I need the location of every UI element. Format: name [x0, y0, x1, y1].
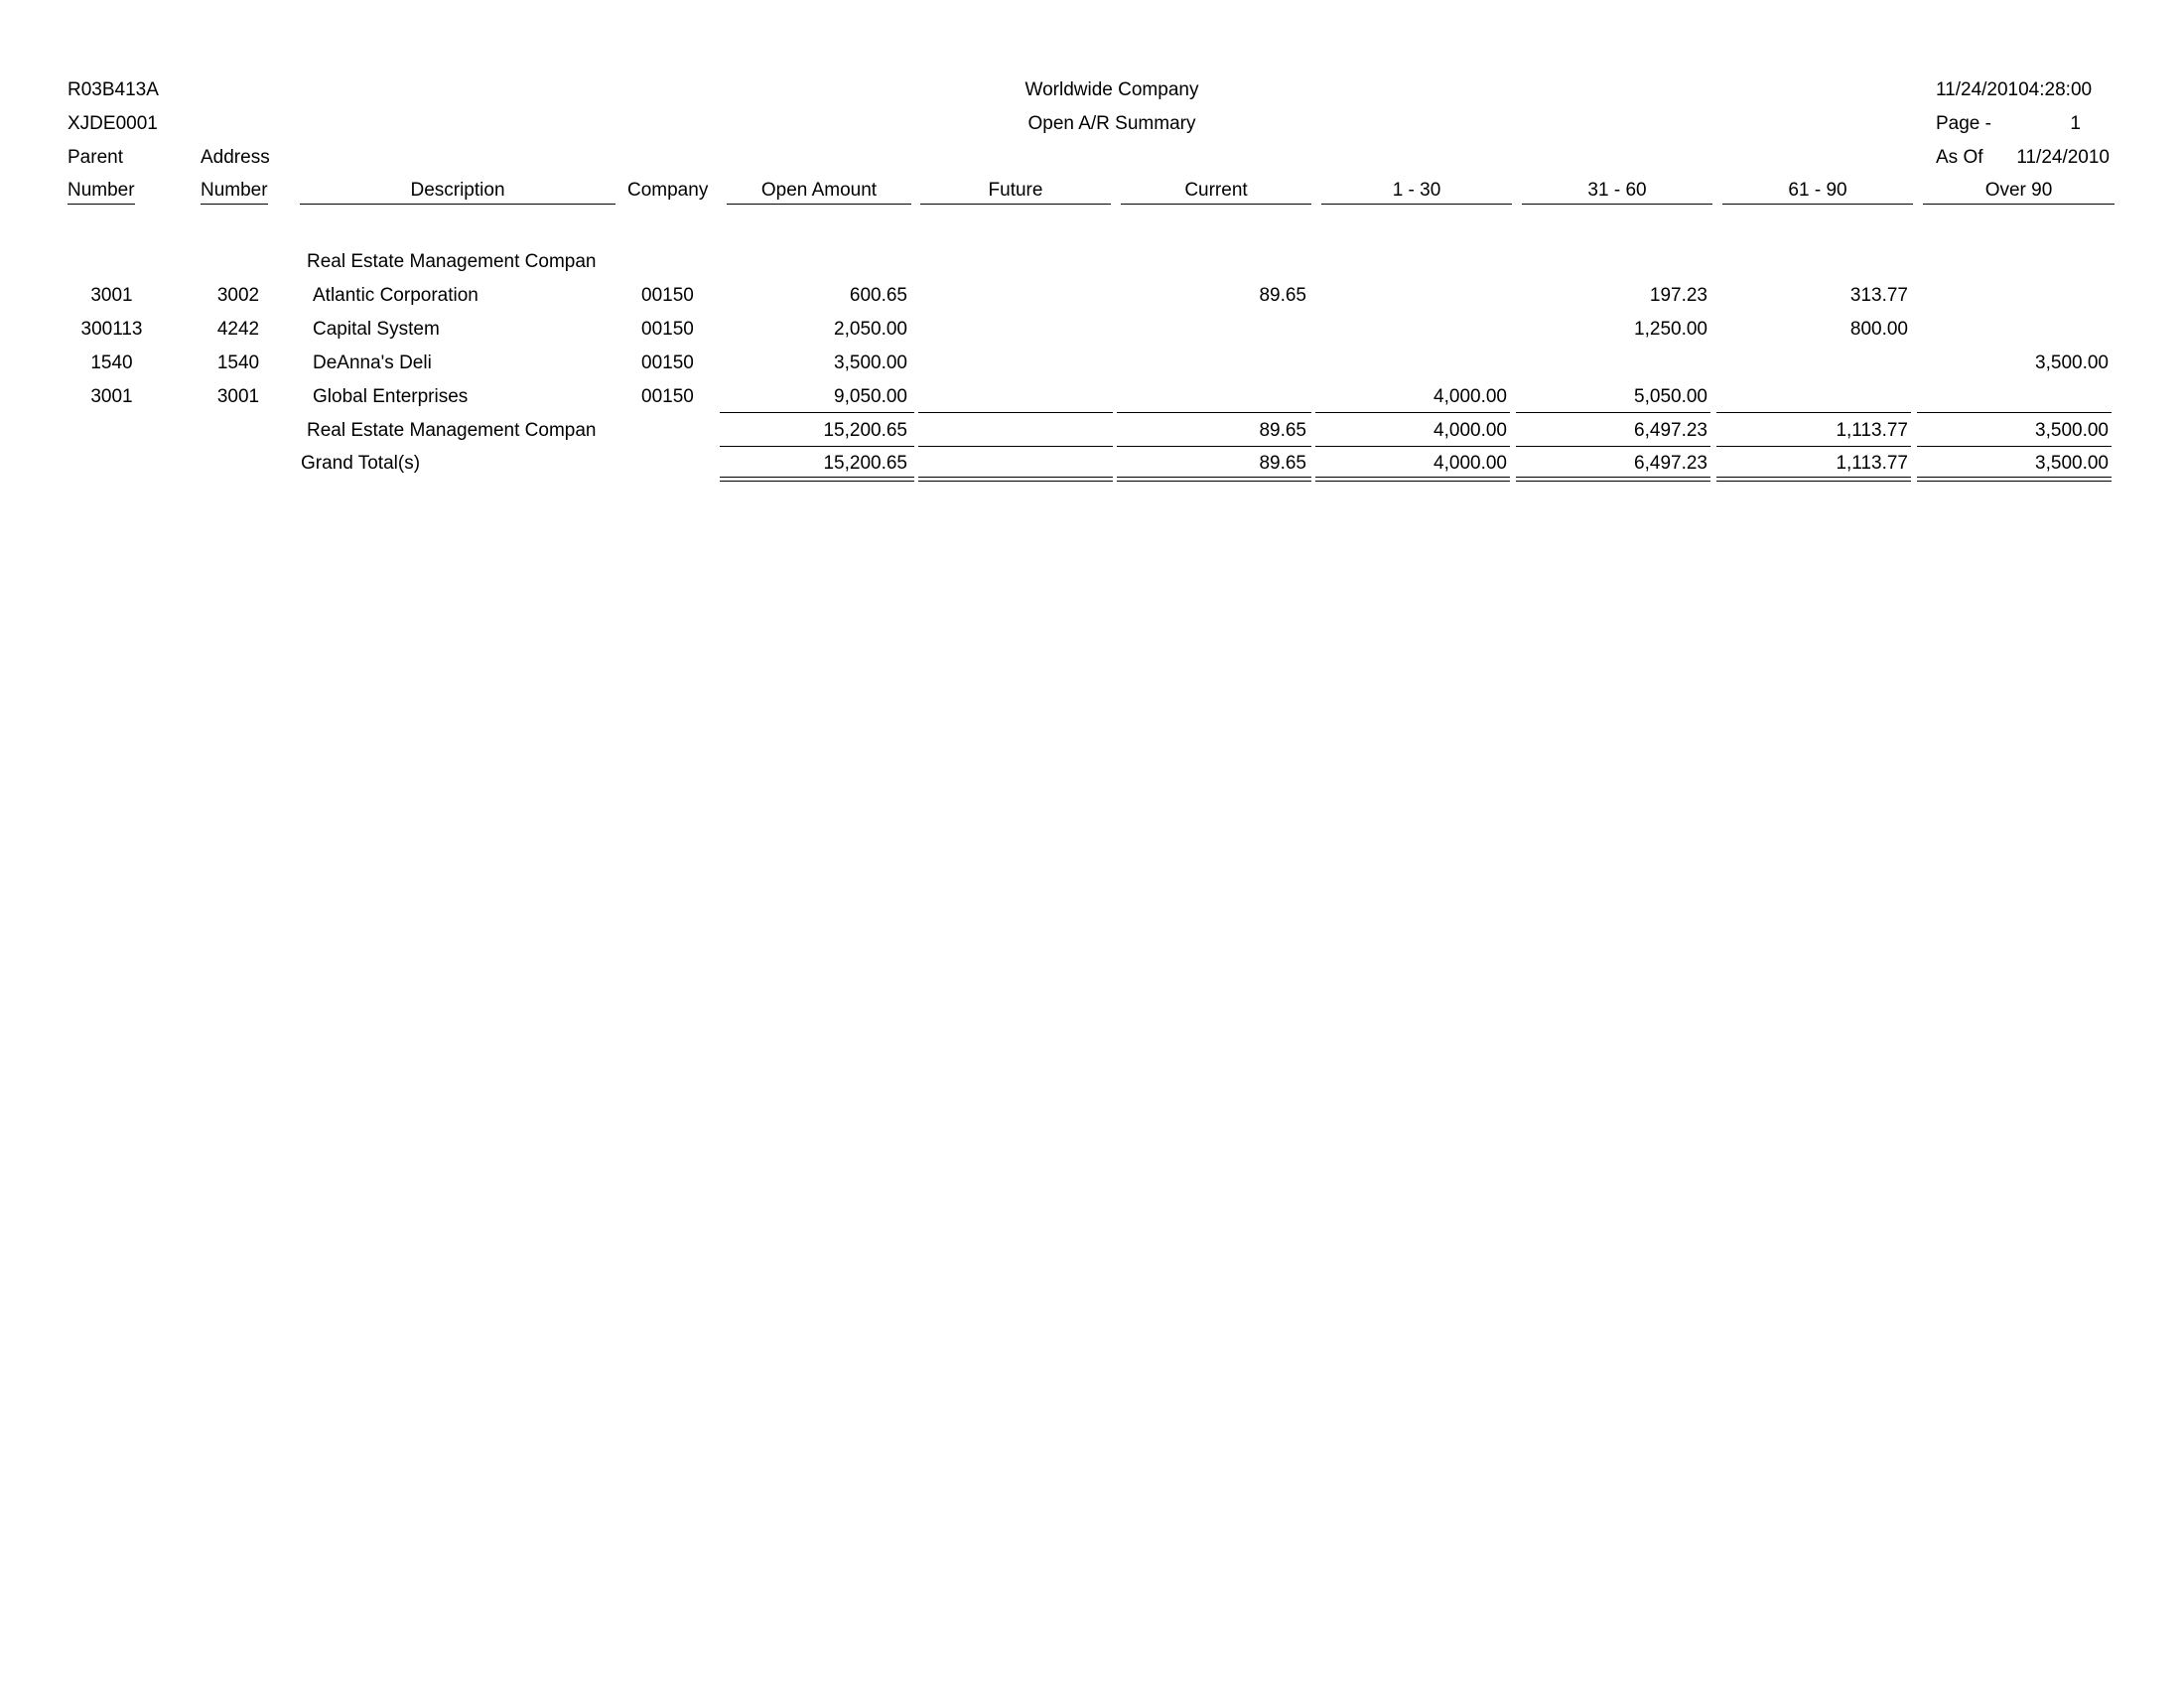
col-parent-top: Parent	[68, 147, 123, 168]
grand-total-label: Grand Total(s)	[301, 453, 421, 474]
grand-total-rule	[1917, 446, 2112, 447]
cell-parent: 3001	[90, 285, 133, 306]
cell-over-90: 3,500.00	[2035, 352, 2109, 373]
col-address-bottom: Number	[201, 180, 268, 205]
cell-parent: 1540	[90, 352, 133, 373]
cell-description: DeAnna's Deli	[313, 352, 432, 373]
cell-description: Atlantic Corporation	[313, 285, 478, 306]
col-description: Description	[300, 180, 615, 205]
grand-total-open-amount: 15,200.65	[823, 453, 907, 474]
cell-company: 00150	[641, 319, 694, 340]
grand-total-31-60: 6,497.23	[1634, 453, 1707, 474]
cell-open-amount: 2,050.00	[834, 319, 907, 340]
col-open-amount: Open Amount	[727, 180, 911, 205]
grand-total-double-rule	[720, 477, 914, 482]
subtotal-rule	[1917, 412, 2112, 413]
cell-address: 1540	[216, 352, 260, 373]
subtotal-rule	[1716, 412, 1911, 413]
col-future: Future	[920, 180, 1111, 205]
environment-id: XJDE0001	[68, 113, 158, 134]
grand-total-rule	[1716, 446, 1911, 447]
col-61-90: 61 - 90	[1722, 180, 1913, 205]
subtotal-rule	[1315, 412, 1510, 413]
as-of-label: As Of	[1936, 147, 1983, 168]
subtotal-rule	[918, 412, 1113, 413]
subtotal-rule	[1117, 412, 1311, 413]
subtotal-rule	[1516, 412, 1710, 413]
grand-total-rule	[1516, 446, 1710, 447]
subtotal-open-amount: 15,200.65	[823, 420, 907, 441]
cell-open-amount: 600.65	[849, 285, 907, 306]
grand-total-rule	[1315, 446, 1510, 447]
col-current: Current	[1121, 180, 1311, 205]
grand-total-double-rule	[1716, 477, 1911, 482]
cell-description: Capital System	[313, 319, 440, 340]
grand-total-double-rule	[1315, 477, 1510, 482]
cell-31-60: 1,250.00	[1634, 319, 1707, 340]
col-31-60: 31 - 60	[1522, 180, 1712, 205]
as-of-date: 11/24/2010	[2016, 147, 2110, 168]
report-title: Open A/R Summary	[1027, 113, 1196, 134]
subtotal-61-90: 1,113.77	[1836, 420, 1908, 441]
grand-total-rule	[918, 446, 1113, 447]
report-datetime: 11/24/20104:28:00	[1936, 79, 2093, 100]
grand-total-rule	[720, 446, 914, 447]
cell-open-amount: 3,500.00	[834, 352, 907, 373]
cell-address: 4242	[216, 319, 260, 340]
page-number: 1	[2070, 113, 2081, 134]
cell-31-60: 5,050.00	[1634, 386, 1707, 407]
grand-total-double-rule	[1516, 477, 1710, 482]
grand-total-double-rule	[1117, 477, 1311, 482]
grand-total-double-rule	[918, 477, 1113, 482]
subtotal-rule	[720, 412, 914, 413]
cell-company: 00150	[641, 386, 694, 407]
cell-open-amount: 9,050.00	[834, 386, 907, 407]
col-address-top: Address	[201, 147, 270, 168]
subtotal-31-60: 6,497.23	[1634, 420, 1707, 441]
subtotal-over-90: 3,500.00	[2035, 420, 2109, 441]
grand-total-over-90: 3,500.00	[2035, 453, 2109, 474]
subtotal-1-30: 4,000.00	[1433, 420, 1507, 441]
grand-total-double-rule	[1917, 477, 2112, 482]
col-1-30: 1 - 30	[1321, 180, 1512, 205]
col-company: Company	[627, 180, 709, 201]
cell-31-60: 197.23	[1649, 285, 1707, 306]
grand-total-61-90: 1,113.77	[1836, 453, 1908, 474]
col-over-90: Over 90	[1923, 180, 2115, 205]
company-name: Worldwide Company	[1024, 79, 1199, 100]
cell-61-90: 800.00	[1849, 319, 1908, 340]
page-label: Page -	[1936, 113, 1991, 134]
grand-total-1-30: 4,000.00	[1433, 453, 1507, 474]
cell-current: 89.65	[1259, 285, 1306, 306]
subtotal-label: Real Estate Management Compan	[307, 420, 597, 441]
cell-company: 00150	[641, 285, 694, 306]
group-name: Real Estate Management Compan	[307, 251, 597, 272]
cell-61-90: 313.77	[1849, 285, 1908, 306]
grand-total-rule	[1117, 446, 1311, 447]
cell-company: 00150	[641, 352, 694, 373]
grand-total-current: 89.65	[1259, 453, 1306, 474]
cell-address: 3001	[216, 386, 260, 407]
report-id: R03B413A	[68, 79, 159, 100]
cell-parent: 3001	[90, 386, 133, 407]
col-parent-bottom: Number	[68, 180, 135, 205]
subtotal-current: 89.65	[1259, 420, 1306, 441]
cell-parent: 300113	[80, 319, 143, 340]
cell-description: Global Enterprises	[313, 386, 469, 407]
cell-address: 3002	[216, 285, 260, 306]
cell-1-30: 4,000.00	[1433, 386, 1507, 407]
